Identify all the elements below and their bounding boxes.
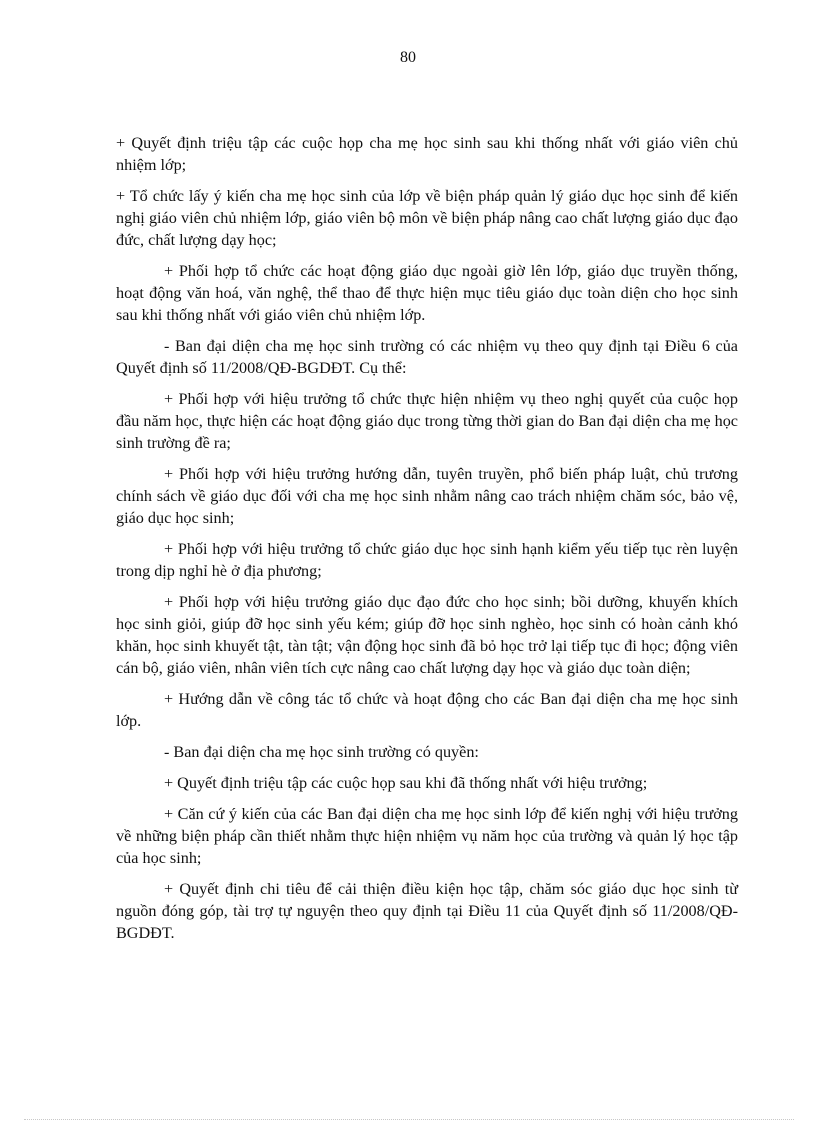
paragraph-11: + Quyết định triệu tập các cuộc họp sau khi đã thống nhất với hiệu trưởng;	[164, 774, 648, 792]
paragraph-10: - Ban đại diện cha mẹ học sinh trường có quyền:	[164, 743, 479, 761]
paragraph-5: + Phối hợp với hiệu trưởng tổ chức thực hiện nhiệm vụ theo nghị quyết của cuộc họp đầu năm học, thực hiện các hoạt động giáo dục trong từng thời gian do Ban đại diện cha mẹ học sinh trường đề ra;	[116, 390, 738, 452]
paragraph-1: + Quyết định triệu tập các cuộc họp cha mẹ học sinh sau khi thống nhất với giáo viên chủ nhiệm lớp;	[116, 134, 738, 174]
page-bottom-divider	[24, 1119, 794, 1120]
document-body	[116, 132, 738, 953]
paragraph-9: + Hướng dẫn về công tác tổ chức và hoạt động cho các Ban đại diện cha mẹ học sinh lớp.	[116, 690, 738, 730]
paragraph-8: + Phối hợp với hiệu trưởng giáo dục đạo đức cho học sinh; bồi dưỡng, khuyến khích học sinh giỏi, giúp đỡ học sinh yếu kém; giúp đỡ học sinh nghèo, học sinh có hoàn cảnh khó khăn, học sinh khuyết tật, tàn tật; vận động học sinh đã bỏ học trở lại tiếp tục đi học; động viên cán bộ, giáo viên, nhân viên tích cực nâng cao chất lượng dạy học và giáo dục toàn diện;	[116, 593, 738, 677]
paragraph-3: + Phối hợp tổ chức các hoạt động giáo dục ngoài giờ lên lớp, giáo dục truyền thống, hoạt động văn hoá, văn nghệ, thể thao để thực hiện mục tiêu giáo dục toàn diện cho học sinh sau khi thống nhất với giáo viên chủ nhiệm lớp.	[116, 262, 738, 324]
paragraph-7: + Phối hợp với hiệu trưởng tổ chức giáo dục học sinh hạnh kiểm yếu tiếp tục rèn luyện trong dịp nghỉ hè ở địa phương;	[116, 540, 738, 580]
paragraph-12: + Căn cứ ý kiến của các Ban đại diện cha mẹ học sinh lớp để kiến nghị với hiệu trưởng về những biện pháp cần thiết nhằm thực hiện nhiệm vụ năm học của trường và quản lý học tập của học sinh;	[116, 805, 738, 867]
page-number: 80	[400, 49, 416, 66]
paragraph-6: + Phối hợp với hiệu trưởng hướng dẫn, tuyên truyền, phổ biến pháp luật, chủ trương chính sách về giáo dục đối với cha mẹ học sinh nhằm nâng cao trách nhiệm chăm sóc, bảo vệ, giáo dục học sinh;	[116, 465, 738, 527]
paragraph-2: + Tổ chức lấy ý kiến cha mẹ học sinh của lớp về biện pháp quản lý giáo dục học sinh để kiến nghị giáo viên chủ nhiệm lớp, giáo viên bộ môn về biện pháp nâng cao chất lượng giáo dục đạo đức, chất lượng dạy học;	[116, 187, 738, 249]
paragraph-13: + Quyết định chi tiêu để cải thiện điều kiện học tập, chăm sóc giáo dục học sinh từ nguồn đóng góp, tài trợ tự nguyện theo quy định tại Điều 11 của Quyết định số 11/2008/QĐ-BGDĐT.	[116, 880, 738, 942]
paragraph-4: - Ban đại diện cha mẹ học sinh trường có các nhiệm vụ theo quy định tại Điều 6 của Quyết định số 11/2008/QĐ-BGDĐT. Cụ thể:	[116, 337, 738, 377]
